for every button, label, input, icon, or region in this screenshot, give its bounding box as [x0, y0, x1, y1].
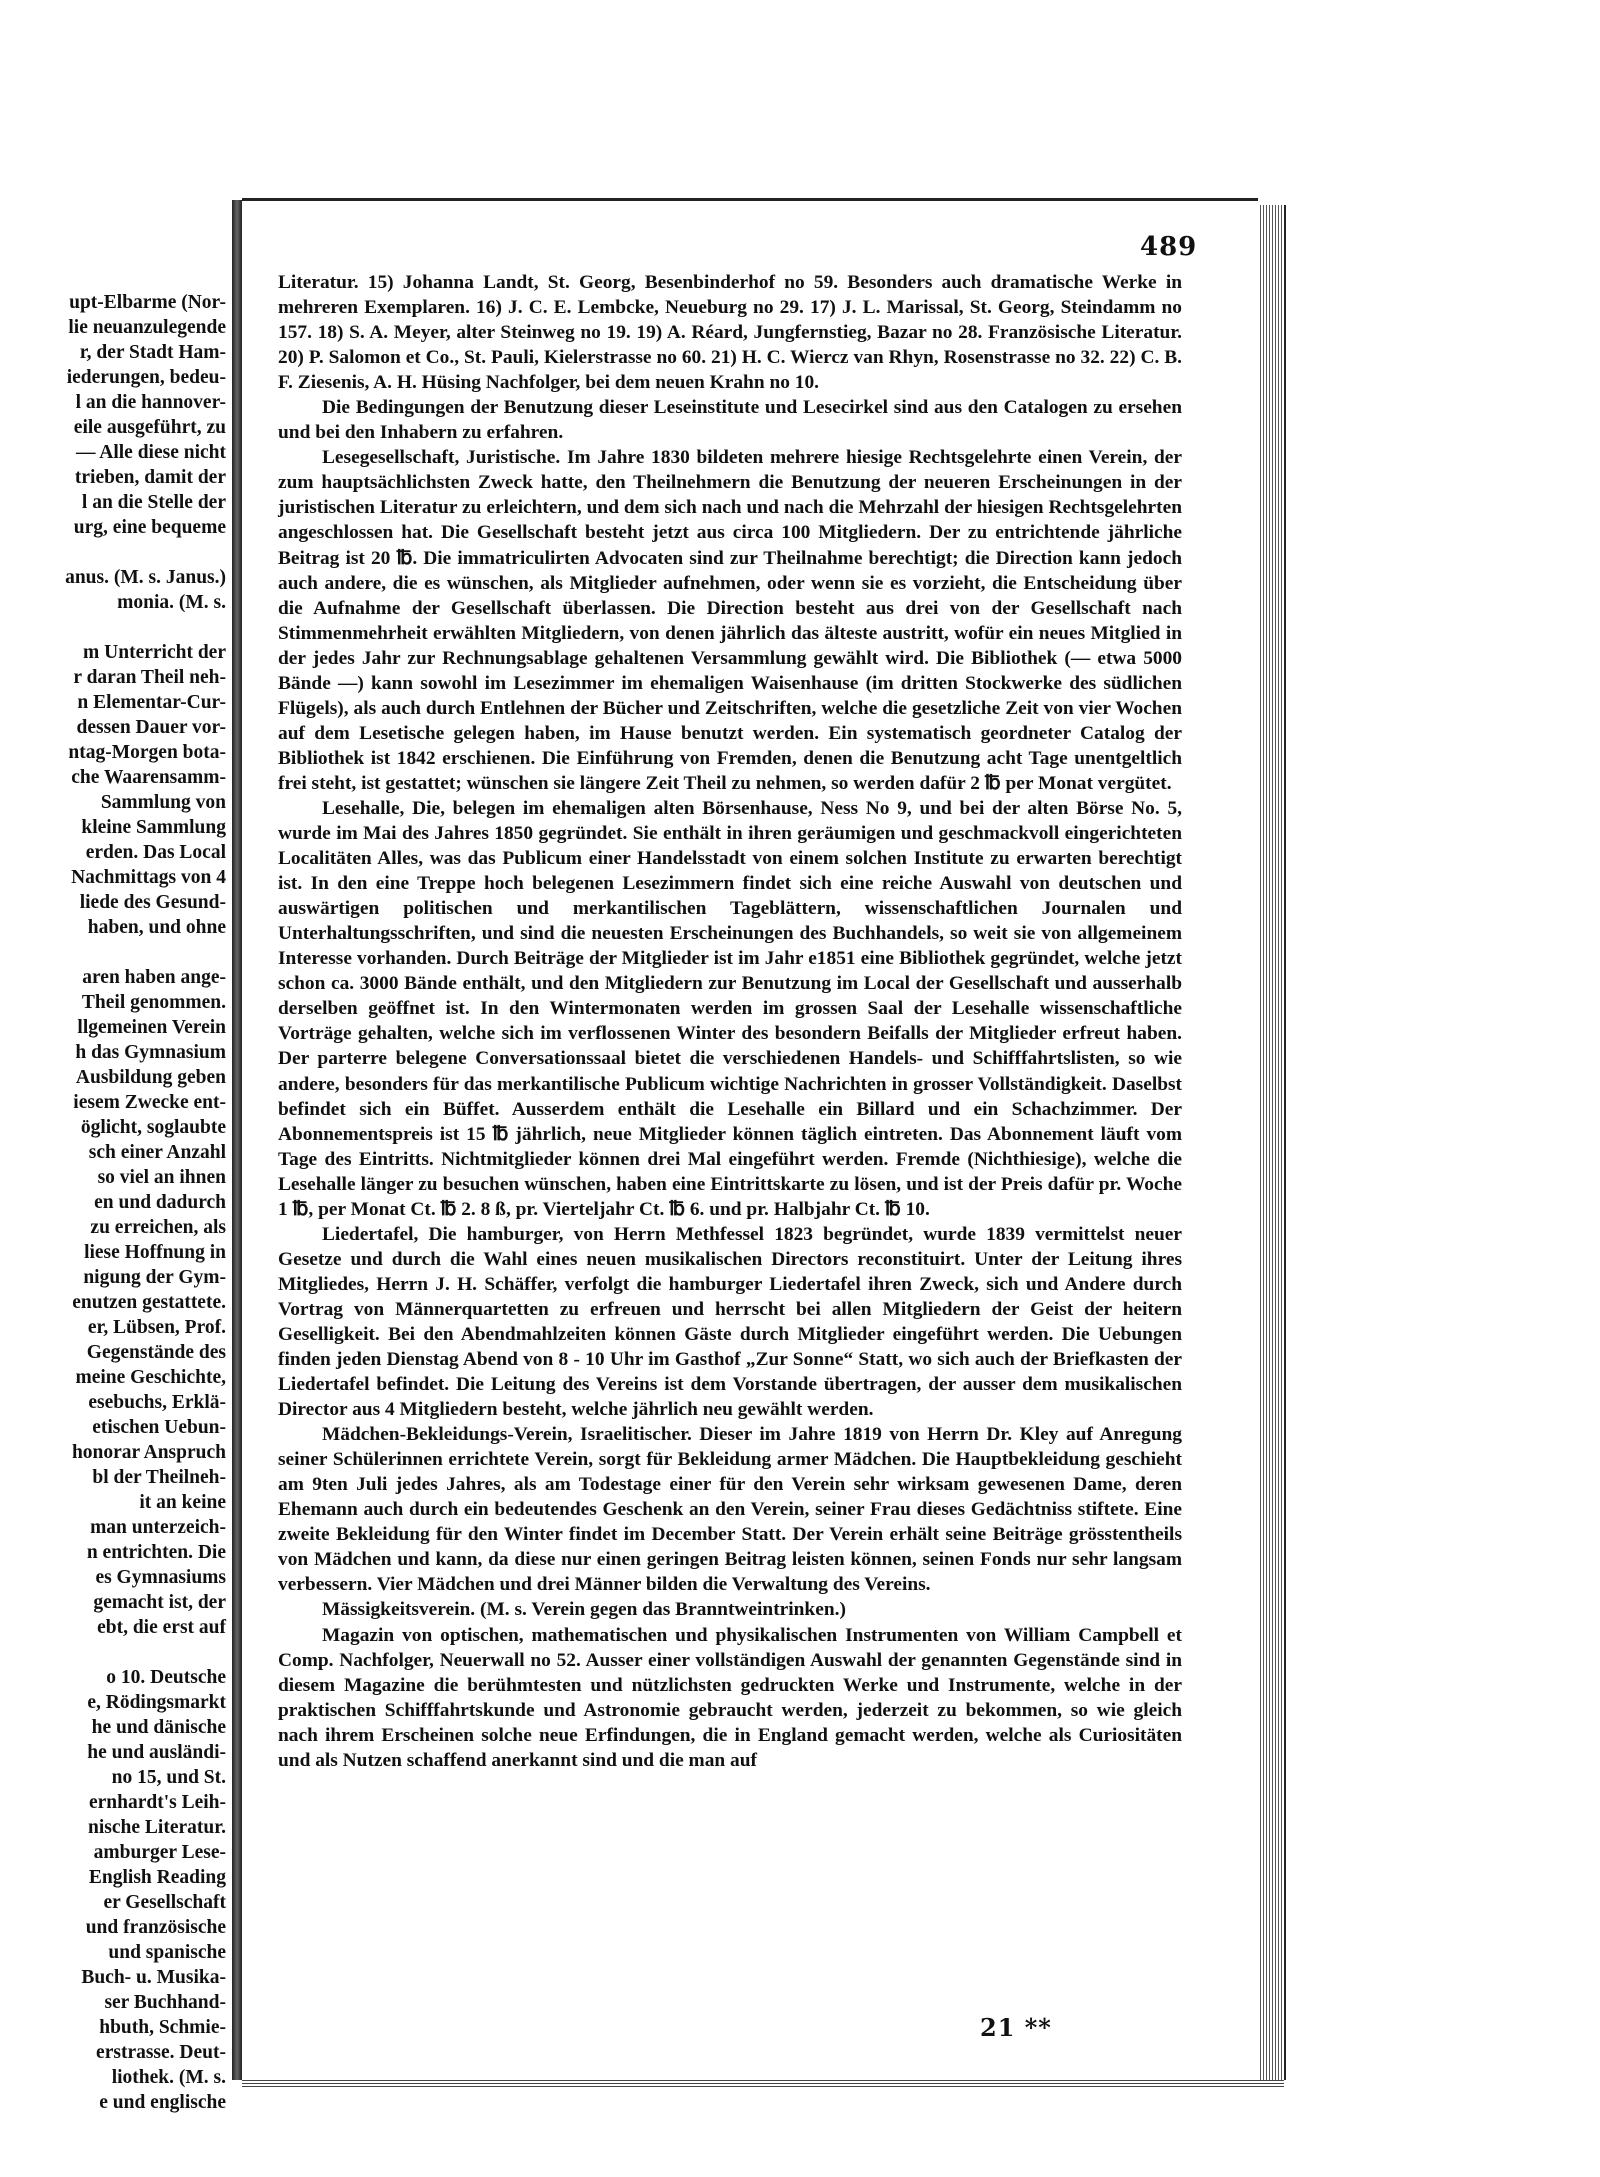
left-column-line: l an die hannover- — [75, 392, 226, 413]
left-column-line: en und dadurch — [94, 1192, 226, 1213]
left-column-line: Sammlung von — [100, 792, 226, 813]
left-column-line: r daran Theil neh- — [73, 667, 226, 688]
left-column-line: Nachmittags von 4 — [71, 867, 226, 888]
left-column-line: amburger Lese- — [93, 1842, 226, 1863]
left-column-line — [0, 1640, 228, 1665]
left-column-line: English Reading — [88, 1867, 226, 1888]
left-column-line: anus. (M. s. Janus.) — [65, 567, 226, 588]
left-column-line: iederungen, bedeu- — [66, 367, 226, 388]
paragraph: Mädchen-Bekleidungs-Verein, Israelitischer. Dieser im Jahre 1819 von Herrn Dr. Kley auf Anregung seiner Schülerinnen errichtete Verein, sorgt für Bekleidung armer Mädchen. Die Hauptbekleidung geschieht am 9ten Juli jedes Jahres, als am Todestage einer für den Verein sehr wirksam gewesenen Dame, deren Ehemann auch durch ein bedeutendes Geschenk an den Verein, seiner Frau dieses Gedächtniss stiftete. Eine zweite Bekleidung für den Winter findet im December Statt. Der Verein erhält seine Beiträge grösstentheils von Mädchen und kann, da diese nur einen geringen Beitrag leisten können, seinen Fonds nur sehr langsam verbessern. Vier Mädchen und drei Männer bilden die Verwaltung des Vereins. — [278, 1424, 1182, 1596]
signature-mark: 21 ** — [980, 2013, 1052, 2042]
left-column-line: ser Buchhand- — [104, 1992, 226, 2013]
left-column-text — [0, 290, 228, 2115]
left-column-line: — Alle diese nicht — [75, 442, 226, 463]
left-column-line: ernhardt's Leih- — [88, 1792, 226, 1813]
page-number: 489 — [1140, 232, 1198, 262]
left-column-line: liese Hoffnung in — [84, 1242, 226, 1263]
paragraph: Lesehalle, Die, belegen im ehemaligen alten Börsenhause, Ness No 9, und bei der alten Börse No. 5, wurde im Mai des Jahres 1850 gegründet. Sie enthält in ihren geräumigen und geschmackvoll eingerichteten Localitäten Alles, was das Publicum einer Handelsstadt von einem solchen Institute zu erwarten berechtigt ist. In den eine Treppe hoch belegenen Lesezimmern findet sich eine reiche Auswahl von deutschen und auswärtigen politischen und merkantilischen Tageblättern, wissenschaftlichen Journalen und Unterhaltungsschriften, und sind die neuesten Erscheinungen des Buchhandels, so weit sie von allgemeinem Interesse vorhanden. Durch Beiträge der Mitglieder ist im Jahr e1851 eine Bibliothek gegründet, welche jetzt schon ca. 3000 Bände enthält, und den Mitgliedern zur Benutzung im Local der Gesellschaft und ausserhalb derselben geöffnet ist. In den Wintermonaten werden im grossen Saal der Lesehalle wissenschaftliche Vorträge gehalten, welche sich im verflossenen Winter des besondern Beifalls der Mitglieder erfreut haben. Der parterre belegene Conversationssaal bietet die verschiedenen Handels- und Schifffahrtslisten, so wie andere, besonders für das merkantilische Publicum wichtige Nachrichten in grosser Vollständigkeit. Daselbst befindet sich ein Büffet. Ausserdem enthält die Lesehalle ein Billard und ein Schachzimmer. Der Abonnementspreis ist 15 ℔ jährlich, neue Mitglieder können täglich eintreten. Das Abonnement läuft vom Tage des Eintritts. Nichtmitglieder können drei Mal eingeführt werden. Fremde (Nichthiesige), welche die Lesehalle länger zu besuchen wünschen, haben eine Eintrittskarte zu lösen, und ist der Preis dafür pr. Woche 1 ℔, per Monat Ct. ℔ 2. 8 ß, pr. Vierteljahr Ct. ℔ 6. und pr. Halbjahr Ct. ℔ 10. — [278, 797, 1182, 1220]
left-column-line: nigung der Gym- — [83, 1267, 226, 1288]
left-column-line: hbuth, Schmie- — [99, 2017, 226, 2038]
left-column-line: o 10. Deutsche — [106, 1667, 226, 1688]
left-column-line: dessen Dauer vor- — [76, 717, 226, 738]
left-column-line: enutzen gestattete. — [72, 1292, 226, 1313]
left-column-line: urg, eine bequeme — [73, 517, 226, 538]
left-column-line: n entrichten. Die — [86, 1542, 226, 1563]
left-column-line: etischen Uebun- — [92, 1417, 226, 1438]
paragraph: Lesegesellschaft, Juristische. Im Jahre 1830 bildeten mehrere hiesige Rechtsgelehrte einen Verein, der zum hauptsächlichsten Zweck hatte, den Theilnehmern die Benutzung der neueren Erscheinungen in der juristischen Literatur zu erleichtern, und dem sich nach und nach die Mehrzahl der hiesigen Rechtsgelehrten angeschlossen hat. Die Gesellschaft besteht jetzt aus circa 100 Mitgliedern. Der zu entrichtende jährliche Beitrag ist 20 ℔. Die immatriculirten Advocaten sind zur Theilnahme berechtigt; die Direction kann jedoch auch andere, die es wünschen, als Mitglieder aufnehmen, oder wenn sie es vorzieht, die Entscheidung über die Aufnahme der Gesellschaft überlassen. Die Direction besteht aus drei von der Gesellschaft nach Stimmenmehrheit erwählten Mitgliedern, von denen jährlich das älteste austritt, wofür ein neues Mitglied in der jedes Jahr zur Rechnungsablage gehaltenen Versammlung gewählt wird. Die Bibliothek (— etwa 5000 Bände —) kann sowohl im Lesezimmer im ehemaligen Waisenhause (im dritten Stockwerke des südlichen Flügels), als auch durch Entlehnen der Bücher und Zeitschriften, welche die gesetzliche Zeit von vier Wochen auf dem Lesetische gelegen haben, im Hause benutzt werden. Ein systematisch geordneter Catalog der Bibliothek ist 1842 erschienen. Die Einführung von Fremden, denen die Benutzung acht Tage unentgeltlich frei steht, ist gestattet; wünschen sie längere Zeit Theil zu nehmen, so werden dafür 2 ℔ per Monat vergütet. — [278, 447, 1182, 794]
left-column-line: er Gesellschaft — [103, 1892, 226, 1913]
left-column-line: esebuchs, Erklä- — [88, 1392, 226, 1413]
left-column-line: nische Literatur. — [88, 1817, 226, 1838]
page-edges — [1258, 205, 1286, 2080]
left-column-line: trieben, damit der — [74, 467, 226, 488]
left-column-line — [0, 540, 228, 565]
left-column-line: he und ausländi- — [87, 1742, 226, 1763]
left-column-line: upt-Elbarme (Nor- — [69, 292, 226, 313]
left-column-line: bl der Theilneh- — [92, 1467, 226, 1488]
left-column-line: Gegenstände des — [86, 1342, 226, 1363]
left-column-line: liothek. (M. s. — [111, 2067, 226, 2088]
left-column-line — [0, 940, 228, 965]
left-column-line: erden. Das Local — [85, 842, 226, 863]
left-column-line: kleine Sammlung — [81, 817, 226, 838]
left-column-line: ebt, die erst auf — [97, 1617, 226, 1638]
left-column-line: es Gymnasiums — [95, 1567, 226, 1588]
left-column-line: haben, und ohne — [87, 917, 226, 938]
left-column-line: iesem Zwecke ent- — [73, 1092, 226, 1113]
left-column-line: r, der Stadt Ham- — [79, 342, 226, 363]
left-column-line: he und dänische — [91, 1717, 226, 1738]
left-column-line: Buch- u. Musika- — [81, 1967, 226, 1988]
left-column-line: gemacht ist, der — [93, 1592, 226, 1613]
paragraph: Die Bedingungen der Benutzung dieser Leseinstitute und Lesecirkel sind aus den Catalogen zu ersehen und bei den Inhabern zu erfahren. — [278, 397, 1182, 444]
body-text — [278, 270, 1182, 1773]
left-column-line: ntag-Morgen bota- — [68, 742, 226, 763]
left-column-line: man unterzeich- — [90, 1517, 226, 1538]
left-column-line: e und englische — [99, 2092, 226, 2113]
left-column-line: und spanische — [108, 1942, 226, 1963]
paragraph: Liedertafel, Die hamburger, von Herrn Methfessel 1823 begründet, wurde 1839 vermittelst neuer Gesetze und durch die Wahl eines neuen musikalischen Directors reconstituirt. Unter der Leitung ihres Mitgliedes, Herrn J. H. Schäffer, verfolgt die hamburger Liedertafel ihren Zweck, sich und Andere durch Vortrag von Männerquartetten zu erfreuen und herrscht bei allen Mitgliedern der Geist der heitern Geselligkeit. Bei den Abendmahlzeiten können Gäste durch Mitglieder eingeführt werden. Die Uebungen finden jeden Dienstag Abend von 8 - 10 Uhr im Gasthof „Zur Sonne“ Statt, wo sich auch der Briefkasten der Liedertafel befindet. Die Leitung des Vereins ist dem Vorstande übertragen, der ausser dem musikalischen Director aus 4 Mitgliedern besteht, welche jährlich neu gewählt werden. — [278, 1223, 1182, 1421]
left-column-line — [0, 615, 228, 640]
left-column-line: monia. (M. s. — [117, 592, 226, 613]
left-column-line: liede des Gesund- — [79, 892, 226, 913]
left-column-line: che Waarensamm- — [71, 767, 226, 788]
left-column-line: eile ausgeführt, zu — [73, 417, 226, 438]
left-column-line: erstrasse. Deut- — [96, 2042, 226, 2063]
left-column-line: meine Geschichte, — [75, 1367, 226, 1388]
left-column-line: l an die Stelle der — [81, 492, 226, 513]
left-column-line: so viel an ihnen — [97, 1167, 226, 1188]
book-gutter — [232, 200, 242, 2080]
left-page — [0, 205, 235, 2113]
page-edges-bottom — [242, 2080, 1284, 2088]
left-column-line: aren haben ange- — [82, 967, 226, 988]
left-column-line: it an keine — [139, 1492, 226, 1513]
left-column-line: lie neuanzulegende — [68, 317, 226, 338]
left-column-line: Theil genommen. — [81, 992, 226, 1013]
left-column-line: und französische — [85, 1917, 226, 1938]
left-column-line: er, Lübsen, Prof. — [87, 1317, 226, 1338]
left-column-line: sch einer Anzahl — [88, 1142, 226, 1163]
left-column-line: n Elementar-Cur- — [77, 692, 226, 713]
left-column-line: honorar Anspruch — [71, 1442, 226, 1463]
left-column-line: h das Gymnasium — [75, 1042, 226, 1063]
left-column-line: no 15, und St. — [111, 1767, 226, 1788]
paragraph: Mässigkeitsverein. (M. s. Verein gegen das Branntweintrinken.) — [322, 1599, 846, 1621]
left-column-line: Ausbildung geben — [75, 1067, 226, 1088]
left-column-line: m Unterricht der — [83, 642, 226, 663]
paragraph: Literatur. 15) Johanna Landt, St. Georg, Besenbinderhof no 59. Besonders auch dramatische Werke in mehreren Exemplaren. 16) J. C. E. Lembcke, Neueburg no 29. 17) J. L. Marissal, St. Georg, Steindamm no 157. 18) S. A. Meyer, alter Steinweg no 19. 19) A. Réard, Jungfernstieg, Bazar no 28. Französische Literatur. 20) P. Salomon et Co., St. Pauli, Kielerstrasse no 60. 21) H. C. Wiercz van Rhyn, Rosenstrasse no 32. 22) C. B. F. Ziesenis, A. H. Hüsing Nachfolger, bei dem neuen Krahn no 10. — [278, 272, 1182, 394]
left-column-line: öglicht, soglaubte — [80, 1117, 226, 1138]
left-column-line: llgemeinen Verein — [77, 1017, 226, 1038]
paragraph: Magazin von optischen, mathematischen und physikalischen Instrumenten von William Campbell et Comp. Nachfolger, Neuerwall no 52. Ausser einer vollständigen Auswahl der genannten Gegenstände sind in diesem Magazine die berühmtesten und nützlichsten gedruckten Werke und Instrumente, welche in der praktischen Schifffahrtskunde und Astronomie gebraucht werden, jederzeit zu bekommen, so wie gleich nach ihrem Erscheinen solche neue Erfindungen, die in England gemacht werden, welche als Curiositäten und als Nutzen schaffend anerkannt sind und die man auf — [278, 1624, 1182, 1771]
left-column-line: zu erreichen, als — [90, 1217, 226, 1238]
left-column-line: e, Rödingsmarkt — [87, 1692, 226, 1713]
